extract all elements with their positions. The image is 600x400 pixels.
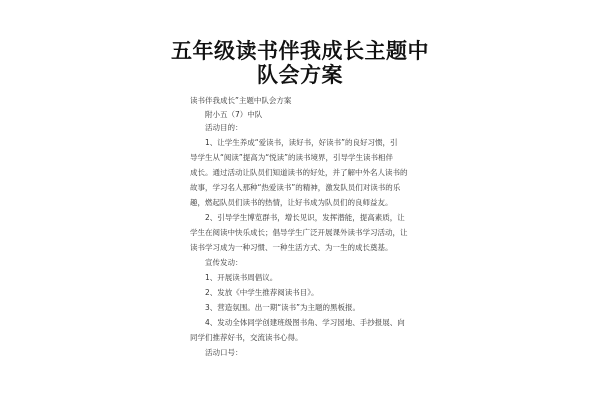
purpose-1-line-4: 故事，学习名人那种“热爱读书”的精神，激发队员们对读书的乐: [190, 183, 401, 192]
purpose-2-line-1: 2、引导学生博览群书，增长见识，发挥潜能，提高素质，让: [205, 213, 405, 222]
section-slogan-heading: 活动口号：: [205, 348, 243, 357]
publicity-item-2: 2、发放《中学生推荐阅读书目》。: [205, 288, 319, 297]
purpose-2-line-2: 学生在阅读中快乐成长；倡导学生广泛开展课外读书学习活动，让: [190, 228, 408, 237]
publicity-item-3: 3、营造氛围。出一期“读书”为主题的黑板报。: [205, 303, 361, 312]
purpose-2-line-3: 读书学习成为一种习惯、一种生活方式、为一生的成长奠基。: [190, 243, 393, 252]
purpose-1-line-2: 导学生从“阅读”提高为“悦读”的读书境界，引导学生读书相伴: [190, 153, 394, 162]
publicity-item-4-line-1: 4、发动全体同学创建班级图书角、学习园地、手抄报展、向: [205, 318, 405, 327]
document-title-line-1: 五年级读书伴我成长主题中: [171, 39, 429, 63]
publicity-item-4-line-2: 同学们推荐好书，交流读书心得。: [190, 333, 303, 342]
document-title-line-2: 队会方案: [257, 63, 343, 87]
class-name-paragraph: 附小五（7）中队: [205, 110, 263, 119]
doc-heading-paragraph: 读书伴我成长”主题中队会方案: [190, 96, 292, 105]
section-publicity-heading: 宣传发动：: [205, 258, 243, 267]
publicity-item-1: 1、开展读书周倡议。: [205, 273, 278, 282]
purpose-1-line-3: 成长。通过活动让队员们知道读书的好处，并了解中外名人读书的: [190, 168, 408, 177]
purpose-1-line-5: 趣，燃起队员们读书的热情，让好书成为队员们的良师益友。: [190, 198, 393, 207]
section-purpose-heading: 活动目的：: [205, 123, 243, 132]
purpose-1-line-1: 1、让学生养成“爱读书，读好书，好读书”的良好习惯，引: [205, 138, 398, 147]
